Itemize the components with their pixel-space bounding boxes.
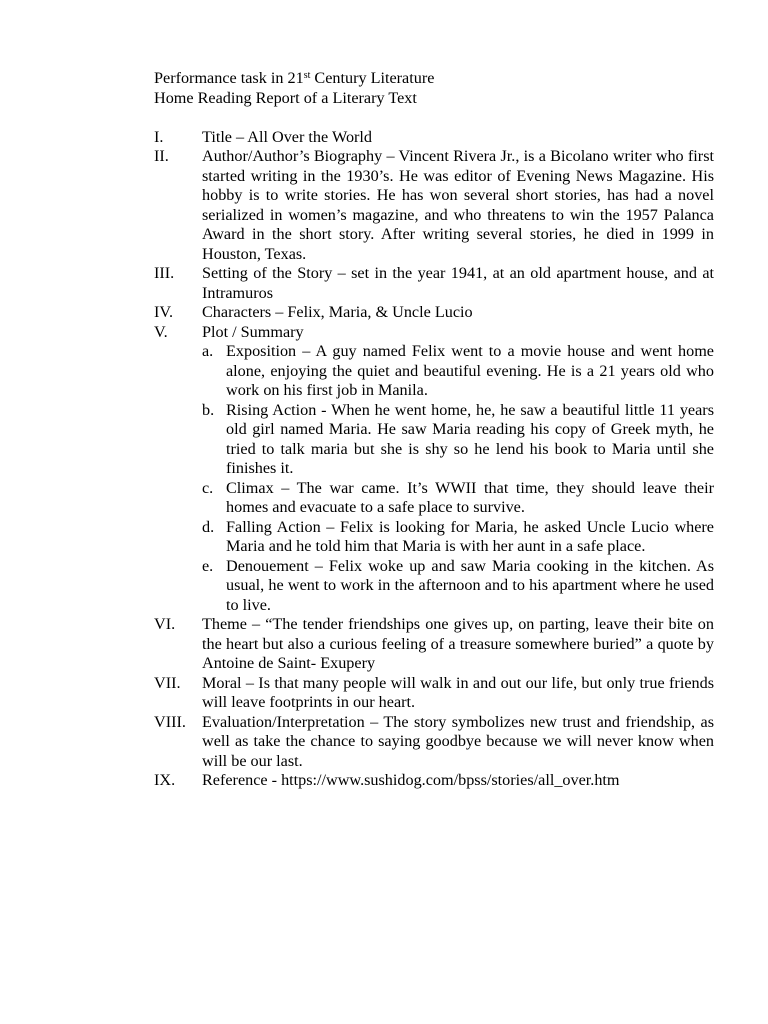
section-numeral: IV. [154,303,174,321]
section-moral [154,674,714,713]
plot-item-text: Denouement – Felix woke up and saw Maria cooking in the kitchen. As usual, he went to work in the afternoon and to his apartment where he used to live. [226,556,714,614]
section-numeral: VI. [154,615,176,633]
plot-item-letter: b. [202,400,215,419]
section-setting [154,264,714,303]
section-theme [154,615,714,674]
plot-item-text: Rising Action - When he went home, he, he saw a beautiful little 11 years old girl named Maria. He saw Maria reading his copy of Greek myth, he tried to talk maria but she is shy so he lend his book to Maria until she finishes it. [226,400,714,477]
section-evaluation [154,713,714,772]
section-text: Plot / Summary [202,322,304,341]
plot-item-rising-action [202,401,714,479]
section-text: Author/Author’s Biography – Vincent Rivera Jr., is a Bicolano writer who first started writing in the 1930’s. He was editor of Evening News Magazine. His hobby is to write stories. He has won several short stories, has had a novel serialized in women’s magazine, and who threatens to win the 1957 Palanca Award in the short story. After writing several stories, he died in 1999 in Houston, Texas. [202,147,714,263]
plot-item-climax [202,479,714,518]
plot-item-text: Climax – The war came. It’s WWII that time, they should leave their homes and evacuate to a safe place to survive. [226,478,714,516]
section-text: Characters – Felix, Maria, & Uncle Lucio [202,303,473,321]
plot-item-exposition [202,342,714,401]
plot-item-letter: d. [202,517,215,536]
header-course-line: Performance task in 21st Century Literature [154,69,435,87]
section-numeral: II. [154,147,169,165]
plot-item-denouement [202,557,714,616]
section-numeral: VIII. [154,712,186,731]
section-reference [154,771,714,791]
ordinal-superscript: st [303,70,311,81]
plot-item-letter: a. [202,342,214,360]
section-numeral: IX. [154,771,176,789]
report-outline [154,128,714,791]
section-numeral: I. [154,127,164,146]
plot-item-letter: e. [202,556,214,575]
report-header [154,69,714,108]
header-report-line: Home Reading Report of a Literary Text [154,88,417,107]
plot-item-letter: c. [202,478,214,497]
section-text: Theme – “The tender friendships one gives up, on parting, leave their bite on the heart but also a curious feeling of a treasure somewhere buried” a quote by Antoine de Saint- Exupery [202,615,714,672]
section-author-biography [154,147,714,264]
section-text: Evaluation/Interpretation – The story symbolizes new trust and friendship, as well as take the chance to saying goodbye because we will never know when will be our last. [202,712,714,770]
section-text: Reference - https://www.sushidog.com/bpss/stories/all_over.htm [202,771,620,789]
section-title [154,128,714,148]
section-text: Title – All Over the World [202,127,373,146]
plot-item-falling-action [202,518,714,557]
document-page [154,69,714,791]
section-numeral: III. [154,264,175,282]
section-plot-summary [154,323,714,616]
section-text: Setting of the Story – set in the year 1941, at an old apartment house, and at Intramuros [202,264,714,302]
section-characters [154,303,714,323]
plot-item-text: Falling Action – Felix is looking for Maria, he asked Uncle Lucio where Maria and he told him that Maria is with her aunt in a safe place. [226,517,714,555]
plot-item-text: Exposition – A guy named Felix went to a movie house and went home alone, enjoying the quiet and beautiful evening. He is a 21 years old who work on his first job in Manila. [226,342,714,399]
section-numeral: V. [154,322,168,341]
section-text: Moral – Is that many people will walk in and out our life, but only true friends will leave footprints in our heart. [202,673,714,711]
section-numeral: VII. [154,673,181,692]
